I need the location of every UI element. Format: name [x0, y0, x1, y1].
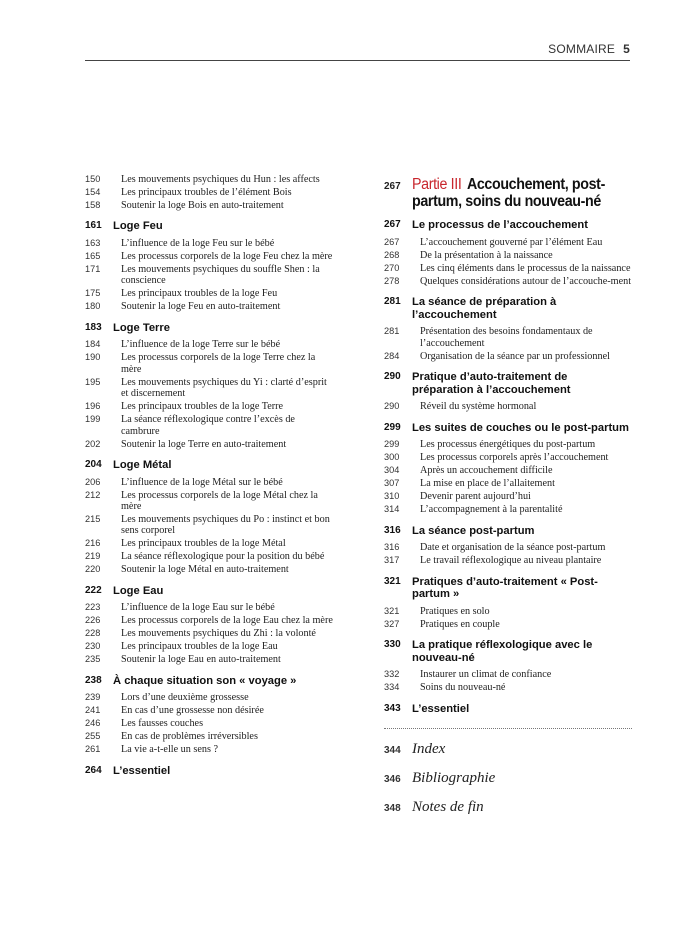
toc-entry-title: Les processus corporels de la loge Feu chez la mère: [121, 251, 333, 262]
toc-page-number: 161: [85, 220, 102, 232]
toc-page-number: 163: [85, 238, 101, 248]
toc-section-heading[interactable]: [85, 322, 335, 335]
toc-entry[interactable]: [384, 465, 632, 476]
back-matter-title: Bibliographie: [412, 770, 496, 787]
toc-page-number: 314: [384, 504, 400, 515]
toc-entry[interactable]: [85, 628, 335, 639]
toc-page-number: 284: [384, 350, 400, 361]
toc-page-number: 204: [85, 459, 102, 471]
toc-page-number: 321: [384, 605, 400, 616]
toc-section-heading[interactable]: [85, 220, 335, 233]
toc-entry[interactable]: [85, 251, 335, 262]
toc-entry[interactable]: [85, 615, 335, 626]
part-entries: [384, 219, 632, 715]
toc-entry-title: Soins du nouveau-né: [420, 682, 506, 694]
toc-page-number: 183: [85, 321, 102, 333]
toc-section-heading[interactable]: [85, 459, 335, 472]
toc-page-number: 270: [384, 262, 400, 273]
toc-entry[interactable]: [384, 504, 632, 515]
toc-section-heading[interactable]: [85, 765, 335, 778]
part-title-block: [412, 176, 614, 210]
toc-page-number: 278: [384, 275, 400, 286]
toc-section-heading[interactable]: [384, 703, 632, 716]
toc-entry-title: La séance réflexologique pour la position du bébé: [121, 551, 325, 563]
toc-page-number: 223: [85, 602, 101, 613]
toc-entry-title: Pratiques en solo: [420, 605, 490, 617]
toc-page-number: 317: [384, 555, 400, 566]
toc-section-heading[interactable]: [384, 525, 632, 538]
toc-page-number: 307: [384, 478, 400, 489]
toc-page-number: 304: [384, 465, 400, 476]
toc-entry-title: Date et organisation de la séance post-partum: [420, 542, 606, 554]
part-title: Accouchement, post-partum, soins du nouveau-né: [412, 176, 605, 210]
back-matter-index[interactable]: [384, 741, 632, 758]
toc-entry[interactable]: [384, 439, 632, 450]
toc-page-number: 222: [85, 584, 102, 596]
toc-page-number: 290: [384, 401, 400, 412]
page-number: 5: [623, 42, 630, 56]
toc-page-number: 321: [384, 575, 401, 587]
toc-entry[interactable]: [384, 606, 632, 617]
toc-entry[interactable]: [85, 692, 335, 703]
toc-entry[interactable]: [384, 263, 632, 274]
toc-page-number: 343: [384, 702, 401, 714]
toc-entry-title: La vie a-t-elle un sens ?: [121, 744, 219, 756]
toc-entry[interactable]: [384, 452, 632, 463]
toc-entry[interactable]: [85, 339, 335, 350]
toc-section-heading[interactable]: [384, 371, 632, 396]
toc-section-title: La séance de préparation à l’accouchement: [412, 296, 557, 321]
toc-page-number: 199: [85, 414, 101, 425]
toc-page-number: 220: [85, 564, 101, 575]
toc-entry-title: De la présentation à la naissance: [420, 249, 553, 261]
toc-entry-title: Les principaux troubles de la loge Métal: [121, 538, 286, 550]
toc-entry-title: Les fausses couches: [121, 718, 204, 730]
toc-page-number: 290: [384, 371, 401, 382]
toc-page-number: 316: [384, 524, 401, 536]
toc-page-number: 316: [384, 542, 400, 553]
toc-entry[interactable]: [85, 718, 335, 729]
toc-page-number: 158: [85, 200, 101, 210]
back-matter-list: [384, 741, 632, 816]
toc-entry-title: Après un accouchement difficile: [420, 465, 553, 477]
toc-entry-title: Les processus corporels de la loge Eau chez la mère: [121, 615, 333, 627]
toc-entry[interactable]: [85, 174, 335, 185]
toc-entry-title: Les cinq éléments dans le processus de la naissance: [420, 262, 631, 274]
toc-page-number: 281: [384, 326, 400, 337]
toc-section-title: La séance post-partum: [412, 524, 535, 537]
toc-page-number: 154: [85, 187, 101, 197]
toc-entry-title: Les processus corporels de la loge Terre chez la mère: [121, 352, 316, 375]
toc-left-column: [85, 174, 335, 782]
toc-entry-title: Pratiques en couple: [420, 618, 500, 630]
toc-entry-title: Les processus énergétiques du post-partum: [420, 439, 596, 451]
toc-entry[interactable]: [384, 401, 632, 412]
dotted-separator: [384, 728, 632, 729]
toc-entry-title: Les processus corporels de la loge Métal chez la mère: [121, 489, 318, 513]
toc-page-number: 261: [85, 744, 101, 755]
toc-entry-title: En cas d’une grossesse non désirée: [121, 705, 264, 717]
toc-entry[interactable]: [384, 351, 632, 362]
toc-page-number: 299: [384, 421, 401, 433]
toc-section-title: Les suites de couches ou le post-partum: [412, 421, 629, 434]
running-header: [85, 42, 630, 61]
toc-entry-title: Réveil du système hormonal: [420, 401, 537, 413]
toc-entry-title: Soutenir la loge Eau en auto-traitement: [121, 654, 281, 666]
toc-page-number: 150: [85, 174, 101, 184]
toc-entry-title: L’influence de la loge Feu sur le bébé: [121, 238, 275, 249]
toc-page-number: 165: [85, 251, 101, 261]
toc-entry[interactable]: [85, 238, 335, 249]
back-matter-title: Notes de fin: [412, 799, 484, 816]
toc-entry-title: Le travail réflexologique au niveau plantaire: [420, 555, 602, 567]
part-label: Partie III: [412, 176, 462, 193]
toc-entry[interactable]: [85, 187, 335, 198]
toc-entry-title: Les mouvements psychiques du Po : instinct et bon sens corporel: [121, 514, 330, 537]
toc-page-number: 241: [85, 705, 101, 716]
header-title: SOMMAIRE: [548, 42, 616, 56]
toc-section-title: Le processus de l’accouchement: [412, 219, 588, 231]
toc-entry[interactable]: [384, 237, 632, 248]
toc-entry[interactable]: [85, 477, 335, 488]
toc-section-heading[interactable]: [384, 296, 632, 321]
toc-entry[interactable]: [85, 602, 335, 613]
toc-entry-title: L’influence de la loge Eau sur le bébé: [121, 602, 275, 614]
toc-entry[interactable]: [85, 414, 335, 437]
toc-page-number: 310: [384, 491, 400, 502]
toc-entry-title: Les mouvements psychiques du Yi : clarté d’esprit et discernement: [121, 376, 327, 400]
toc-section-title: À chaque situation son « voyage »: [113, 674, 297, 687]
toc-section-title: Loge Métal: [113, 459, 172, 472]
toc-entry[interactable]: [85, 641, 335, 652]
toc-entry[interactable]: [85, 377, 335, 400]
toc-entry[interactable]: [85, 401, 335, 412]
toc-entry-title: Les principaux troubles de la loge Terre: [121, 401, 284, 413]
toc-section-heading[interactable]: [85, 585, 335, 598]
toc-page-number: 219: [85, 551, 101, 562]
toc-section-heading[interactable]: [384, 576, 632, 601]
back-matter-title: Index: [412, 741, 446, 758]
toc-page-number: 327: [384, 618, 400, 629]
toc-right-column: [384, 174, 632, 828]
toc-entry-title: Soutenir la loge Bois en auto-traitement: [121, 200, 284, 211]
toc-entry-title: L’influence de la loge Métal sur le bébé: [121, 476, 283, 488]
toc-section-title: Pratiques d’auto-traitement « Post-partum »: [412, 575, 598, 601]
toc-entry[interactable]: [384, 619, 632, 630]
toc-entry-title: Les principaux troubles de l’élément Bois: [121, 187, 292, 198]
toc-page-number: 348: [384, 803, 401, 815]
toc-page-number: 255: [85, 731, 101, 742]
toc-entry-title: Les principaux troubles de la loge Feu: [121, 288, 278, 300]
toc-section-title: Loge Terre: [113, 321, 170, 334]
toc-page-number: 267: [384, 236, 400, 247]
toc-section-heading[interactable]: [384, 422, 632, 435]
toc-page-number: 281: [384, 296, 401, 307]
toc-entry-title: Quelques considérations autour de l’accouche-ment: [420, 275, 632, 287]
part-heading[interactable]: [384, 176, 632, 210]
toc-entry-title: L’accompagnement à la parentalité: [420, 504, 563, 516]
toc-entry[interactable]: [384, 478, 632, 489]
toc-page-number: 171: [85, 264, 101, 274]
toc-page-number: 239: [85, 692, 101, 703]
toc-entry[interactable]: [85, 731, 335, 742]
toc-page-number: 267: [384, 219, 401, 230]
toc-entry[interactable]: [384, 276, 632, 287]
toc-page-number: 216: [85, 538, 101, 549]
toc-page-number: 268: [384, 249, 400, 260]
toc-section-title: Loge Eau: [113, 584, 164, 597]
toc-entry-title: Instaurer un climat de confiance: [420, 669, 552, 681]
header-text: [548, 42, 630, 56]
toc-page-number: 334: [384, 682, 400, 693]
toc-entry[interactable]: [384, 555, 632, 566]
toc-entry[interactable]: [85, 200, 335, 211]
toc-page-number: 230: [85, 641, 101, 652]
toc-section-heading[interactable]: [85, 675, 335, 688]
toc-page-number: 196: [85, 401, 101, 412]
toc-entry[interactable]: [85, 551, 335, 562]
toc-section-title: La pratique réflexologique avec le nouveau-né: [412, 639, 593, 664]
toc-section-title: Loge Feu: [113, 220, 163, 233]
toc-entry[interactable]: [85, 301, 335, 312]
toc-page-number: 206: [85, 476, 101, 487]
toc-page-number: 264: [85, 764, 102, 776]
toc-page-number: 299: [384, 439, 400, 450]
toc-entry[interactable]: [85, 654, 335, 665]
toc-entry[interactable]: [384, 491, 632, 502]
toc-entry-title: Soutenir la loge Métal en auto-traitement: [121, 564, 289, 576]
toc-entry[interactable]: [85, 439, 335, 450]
toc-entry-title: Les processus corporels après l’accouchement: [420, 452, 609, 464]
toc-page-number: 215: [85, 514, 101, 525]
back-matter-notes-de-fin[interactable]: [384, 799, 632, 816]
back-matter-bibliographie[interactable]: [384, 770, 632, 787]
toc-entry-title: Les mouvements psychiques du Hun : les affects: [121, 174, 320, 185]
toc-entry[interactable]: [384, 326, 632, 349]
toc-entry-title: Organisation de la séance par un professionnel: [420, 350, 610, 362]
toc-page-number: 184: [85, 339, 101, 350]
toc-entry[interactable]: [384, 250, 632, 261]
toc-page-number: 332: [384, 669, 400, 680]
toc-entry-title: Soutenir la loge Feu en auto-traitement: [121, 301, 281, 313]
toc-entry[interactable]: [85, 288, 335, 299]
toc-page-number: 228: [85, 628, 101, 639]
toc-page-number: 212: [85, 489, 101, 500]
toc-page-number: 344: [384, 745, 401, 757]
toc-entry-title: Les mouvements psychiques du souffle Shen : la conscience: [121, 264, 320, 287]
toc-entry[interactable]: [85, 490, 335, 513]
toc-page-number: 235: [85, 654, 101, 665]
toc-entry-title: Les mouvements psychiques du Zhi : la volonté: [121, 628, 316, 640]
toc-section-title: L’essentiel: [412, 702, 470, 715]
toc-page-number: 190: [85, 352, 101, 363]
toc-entry-title: La mise en place de l’allaitement: [420, 478, 555, 490]
toc-entry[interactable]: [384, 669, 632, 680]
toc-entry[interactable]: [85, 705, 335, 716]
toc-entry-title: Les principaux troubles de la loge Eau: [121, 641, 278, 653]
toc-page-number: 330: [384, 639, 401, 651]
toc-page-number: 195: [85, 376, 101, 387]
toc-page-number: 246: [85, 718, 101, 729]
toc-entry[interactable]: [85, 744, 335, 755]
toc-entry-title: L’influence de la loge Terre sur le bébé: [121, 339, 281, 351]
toc-entry[interactable]: [384, 682, 632, 693]
toc-entry-title: Présentation des besoins fondamentaux de l’accouchement: [420, 326, 593, 349]
toc-page-number: 202: [85, 438, 101, 449]
toc-page-number: 226: [85, 615, 101, 626]
toc-entry[interactable]: [85, 514, 335, 537]
toc-page-number: 238: [85, 674, 102, 686]
toc-entry[interactable]: [85, 264, 335, 287]
toc-entry-title: L’accouchement gouverné par l’élément Eau: [420, 236, 603, 248]
toc-entry[interactable]: [85, 352, 335, 375]
toc-section-heading[interactable]: [384, 219, 632, 232]
toc-page-number: 300: [384, 452, 400, 463]
toc-entry[interactable]: [384, 542, 632, 553]
toc-page-number: 346: [384, 774, 401, 786]
toc-entry[interactable]: [85, 564, 335, 575]
toc-entry-title: Soutenir la loge Terre en auto-traitement: [121, 438, 287, 450]
toc-page-number: 180: [85, 301, 101, 312]
toc-entry[interactable]: [85, 538, 335, 549]
toc-entry-title: La séance réflexologique contre l’excès de cambrure: [121, 414, 295, 437]
toc-entry-title: En cas de problèmes irréversibles: [121, 731, 258, 743]
toc-entry-title: Devenir parent aujourd’hui: [420, 491, 531, 503]
toc-section-heading[interactable]: [384, 639, 632, 664]
toc-section-title: Pratique d’auto-traitement de préparation à l’accouchement: [412, 371, 571, 396]
toc-section-title: L’essentiel: [113, 764, 171, 777]
toc-entry-title: Lors d’une deuxième grossesse: [121, 692, 249, 704]
toc-page-number: 175: [85, 288, 101, 299]
part-page-number: 267: [384, 181, 401, 192]
